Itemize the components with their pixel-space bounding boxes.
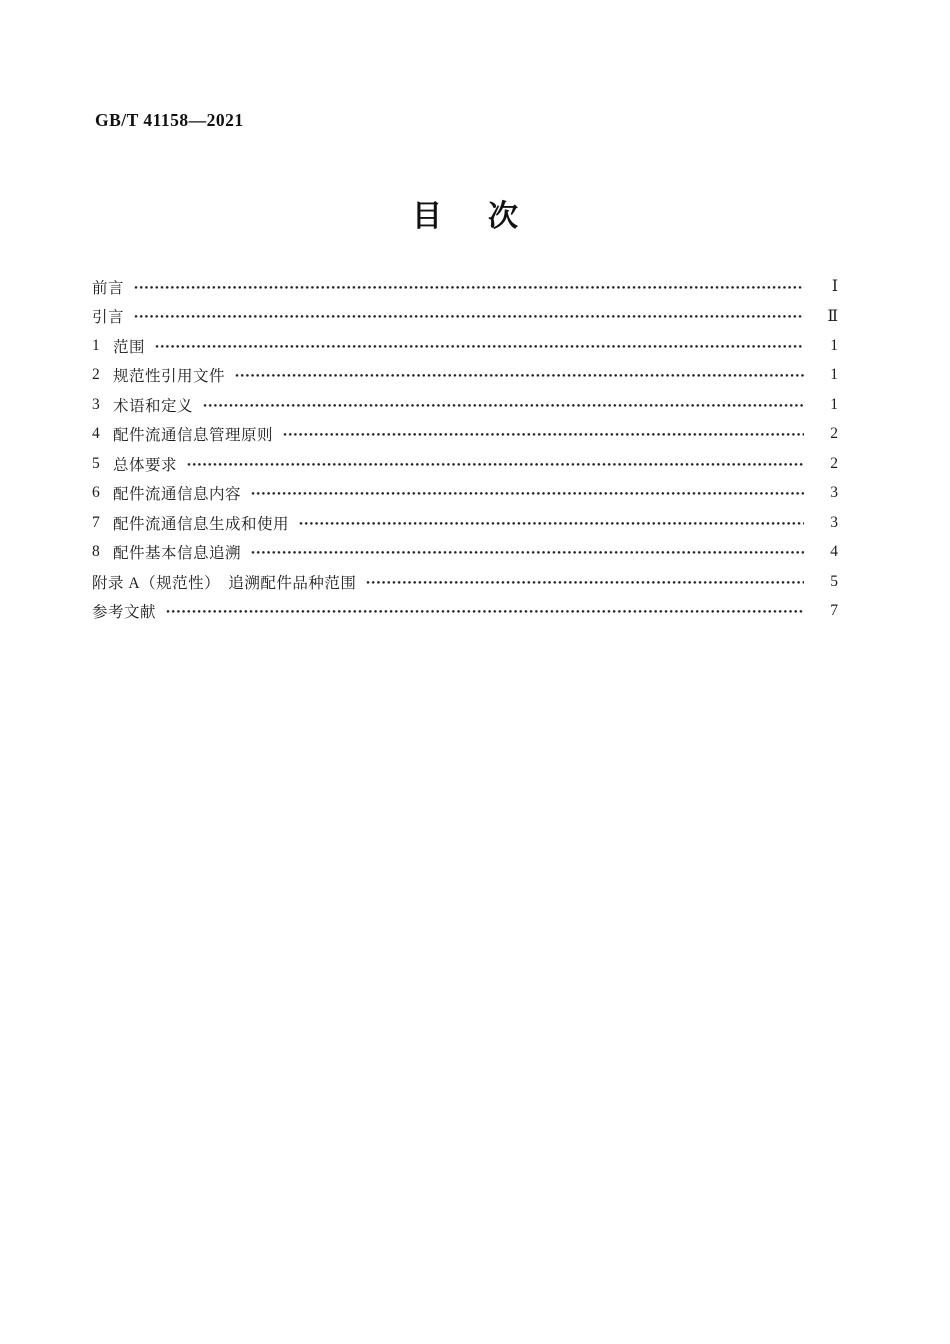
toc-entry-label: 配件流通信息内容: [113, 486, 242, 504]
toc-entry-label: 引言: [92, 309, 125, 327]
toc-entry-label: 规范性引用文件: [113, 368, 226, 386]
toc-entry-label: 附录 A（规范性） 追溯配件品种范围: [92, 574, 357, 592]
table-of-contents: [92, 272, 838, 626]
dot-leader: [203, 403, 804, 410]
toc-entry-label: 前言: [92, 279, 125, 297]
dot-leader: [134, 285, 804, 292]
dot-leader: [155, 344, 804, 351]
toc-entry-page: 1: [830, 366, 838, 384]
dot-leader: [134, 314, 804, 321]
toc-entry-label: 参考文献: [92, 604, 157, 622]
toc-entry-page: 1: [830, 336, 838, 354]
toc-entry: [92, 331, 838, 361]
toc-entry-page: 3: [830, 513, 838, 531]
toc-entry-label: 配件基本信息追溯: [113, 545, 242, 563]
toc-entry: [92, 272, 838, 302]
toc-entry: [92, 449, 838, 479]
toc-entry-number: 7: [92, 513, 100, 531]
dot-leader: [187, 462, 804, 469]
toc-entry-label: 范围: [113, 338, 146, 356]
dot-leader: [366, 580, 804, 587]
toc-entry-page: 5: [830, 572, 838, 590]
page-title: 目 次: [412, 200, 526, 233]
toc-entry: [92, 508, 838, 538]
toc-entry: [92, 538, 838, 568]
standard-code: GB/T 41158—2021: [95, 110, 244, 130]
toc-entry: [92, 567, 838, 597]
toc-entry-label: 总体要求: [113, 456, 178, 474]
toc-entry: [92, 479, 838, 509]
dot-leader: [251, 550, 804, 557]
toc-entry: [92, 302, 838, 332]
toc-entry-page: 4: [830, 543, 838, 561]
toc-entry: [92, 420, 838, 450]
toc-entry: [92, 390, 838, 420]
toc-entry-number: 5: [92, 454, 100, 472]
toc-entry-number: 2: [92, 366, 100, 384]
toc-entry: [92, 361, 838, 391]
toc-entry-label: 配件流通信息管理原则: [113, 427, 274, 445]
toc-entry-number: 8: [92, 543, 100, 561]
dot-leader: [251, 491, 804, 498]
toc-entry-page: 2: [830, 425, 838, 443]
toc-entry-page: Ⅰ: [831, 278, 838, 296]
toc-entry-number: 4: [92, 425, 100, 443]
dot-leader: [235, 373, 804, 380]
toc-entry: [92, 597, 838, 627]
toc-entry-page: 7: [830, 602, 838, 620]
toc-entry-number: 1: [92, 336, 100, 354]
toc-entry-number: 6: [92, 484, 100, 502]
toc-entry-page: 1: [830, 395, 838, 413]
toc-entry-label: 术语和定义: [113, 397, 194, 415]
toc-entry-label: 配件流通信息生成和使用: [113, 515, 290, 533]
toc-entry-number: 3: [92, 395, 100, 413]
dot-leader: [283, 432, 804, 439]
toc-entry-page: Ⅱ: [827, 307, 838, 325]
dot-leader: [299, 521, 804, 528]
toc-entry-page: 3: [830, 484, 838, 502]
dot-leader: [166, 609, 804, 616]
toc-entry-page: 2: [830, 454, 838, 472]
